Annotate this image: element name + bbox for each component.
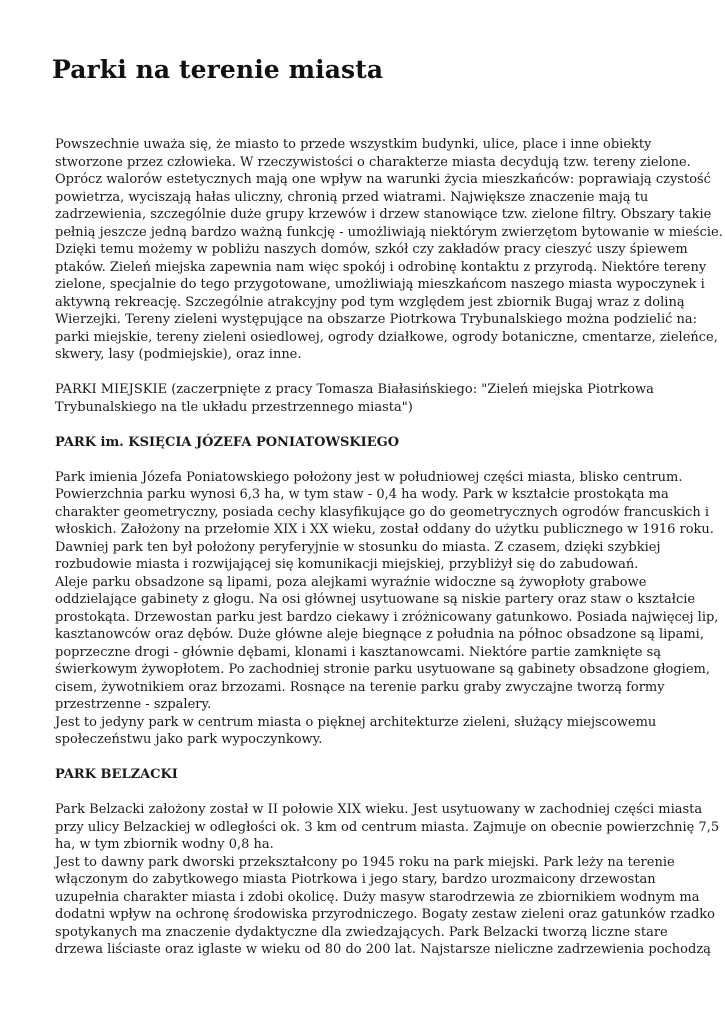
text-line: przy ulicy Belzackiej w odległości ok. 3 km od centrum miasta. Zajmuje on obecnie powierzchnię 7,5	[55, 819, 720, 835]
text-line: Powszechnie uważa się, że miasto to przede wszystkim budynki, ulice, place i inne obiekty	[55, 137, 652, 152]
text-line: PARKI MIEJSKIE (zaczerpnięte z pracy Tomasza Białasińskiego: "Zieleń miejska Piotrkowa	[55, 382, 654, 397]
text-line: charakter geometryczny, posiada cechy klasyfikujące go do geometrycznych ogrodów francuskich i	[55, 504, 710, 520]
text-line: poprzeczne drogi - głównie dębami, klonami i kasztanowcami. Niektóre partie zamknięte są	[55, 644, 662, 660]
text-line: drzewa liściaste oraz iglaste w wieku od 80 do 200 lat. Najstarsze nieliczne zadrzewienia pochodzą	[55, 942, 711, 957]
text-line: pełnią jeszcze jedną bardzo ważną funkcję - umożliwiają niektórym zwierzętom bytowanie w mieście.	[55, 224, 723, 240]
text-line: społeczeństwu jako park wypoczynkowy.	[55, 732, 323, 747]
text-line: kasztanowców oraz dębów. Duże główne aleje biegnące z południa na północ obsadzone są lipami,	[55, 627, 704, 642]
text-line: Park Belzacki założony został w II połowie XIX wieku. Jest usytuowany w zachodniej części miasta	[55, 802, 703, 817]
text-line: spotykanych ma znaczenie dydaktyczne dla zwiedzających. Park Belzacki tworzą liczne stare	[55, 924, 668, 940]
text-line: ptaków. Zieleń miejska zapewnia nam więc spokój i odrobinę kontaktu z przyrodą. Niektóre tereny	[55, 259, 707, 275]
text-line: Aleje parku obsadzone są lipami, poza alejkami wyraźnie widoczne są żywopłoty grabowe	[55, 574, 647, 590]
section-heading-belzacki: PARK BELZACKI	[55, 767, 178, 782]
text-line: cisem, żywotnikiem oraz brzozami. Rosnące na terenie parku graby zwyczajne tworzą formy	[55, 679, 665, 695]
text-line: Park imienia Józefa Poniatowskiego położony jest w południowej części miasta, blisko centrum.	[55, 469, 683, 485]
paragraph-gap	[55, 749, 675, 767]
text-line: świerkowym żywopłotem. Po zachodniej stronie parku usytuowane są gabinety obsadzone głogiem,	[55, 662, 710, 677]
paragraph-gap	[55, 451, 675, 469]
text-line: Jest to jedyny park w centrum miasta o pięknej architekturze zieleni, służący miejscowemu	[55, 714, 657, 730]
text-line: zadrzewienia, szczególnie duże grupy krzewów i drzew stanowiące tzw. zielone filtry. Obszary takie	[55, 207, 712, 222]
text-line: włączonym do zabytkowego miasta Piotrkowa i jego stary, bardzo urozmaicony drzewostan	[55, 872, 656, 887]
text-line: powietrza, wyciszają hałas uliczny, chronią przed wiatrami. Największe znaczenie mają tu	[55, 189, 649, 205]
text-line: uzupełnia charakter miasta i zdobi okolicę. Duży masyw starodrzewia ze zbiornikiem wodnym ma	[55, 889, 700, 905]
text-line: oddzielające gabinety z głogu. Na osi głównej usytuowane są niskie partery oraz staw o kształcie	[55, 592, 696, 607]
intro-paragraph	[55, 136, 723, 364]
text-line: Jest to dawny park dworski przekształcony po 1945 roku na park miejski. Park leży na terenie	[55, 854, 675, 870]
text-line: Powierzchnia parku wynosi 6,3 ha, w tym staw - 0,4 ha wody. Park w kształcie prostokąta ma	[55, 487, 669, 502]
page-title: Parki na terenie miasta	[52, 55, 384, 84]
text-line: dodatni wpływ na ochronę środowiska przyrodniczego. Bogaty zestaw zieleni oraz gatunków rzadko	[55, 907, 715, 922]
text-line: przestrzenne - szpalery.	[55, 697, 212, 712]
text-line: Wierzejki. Tereny zieleni występujące na obszarze Piotrkowa Trybunalskiego można podzielić na:	[55, 312, 698, 327]
text-line: Dzięki temu możemy w pobliżu naszych domów, szkół czy zakładów pracy cieszyć uszy śpiewem	[55, 242, 688, 257]
source-paragraph	[55, 381, 675, 416]
belzacki-paragraph	[55, 801, 720, 959]
text-line: stworzone przez człowieka. W rzeczywistości o charakterze miasta decydują tzw. tereny zielone.	[55, 154, 691, 170]
text-line: włoskich. Założony na przełomie XIX i XX wieku, został oddany do użytku publicznego w 1916 roku.	[55, 522, 714, 537]
poniatowski-paragraph	[55, 469, 719, 749]
text-line: skwery, lasy (podmiejskie), oraz inne.	[55, 347, 302, 362]
text-line: Trybunalskiego na tle układu przestrzennego miasta")	[55, 399, 413, 415]
paragraph-gap	[55, 364, 675, 382]
text-line: aktywną rekreację. Szczególnie atrakcyjny pod tym względem jest zbiornik Bugaj wraz z doliną	[55, 294, 685, 310]
document-body	[55, 136, 723, 959]
text-line: zielone, specjalnie do tego przygotowane, umożliwiają mieszkańcom naszego miasta wypoczynek i	[55, 277, 705, 292]
text-line: Oprócz walorów estetycznych mają one wpływ na warunki życia mieszkańców: poprawiają czystość	[55, 172, 711, 187]
section-heading-poniatowski: PARK im. KSIĘCIA JÓZEFA PONIATOWSKIEGO	[55, 434, 400, 450]
paragraph-gap	[55, 416, 675, 434]
text-line: Dawniej park ten był położony peryferyjnie w stosunku do miasta. Z czasem, dzięki szybkiej	[55, 539, 661, 555]
text-line: prostokąta. Drzewostan parku jest bardzo ciekawy i zróżnicowany gatunkowo. Posiada najwięcej lip,	[55, 609, 719, 625]
paragraph-gap	[55, 784, 675, 802]
text-line: parki miejskie, tereny zieleni osiedlowej, ogrody działkowe, ogrody botaniczne, cmentarze, zieleńce,	[55, 329, 718, 345]
text-line: rozbudowie miasta i rozwijającej się komunikacji miejskiej, przybliżył się do zabudowań.	[55, 557, 639, 572]
text-line: ha, w tym zbiornik wodny 0,8 ha.	[55, 837, 274, 852]
